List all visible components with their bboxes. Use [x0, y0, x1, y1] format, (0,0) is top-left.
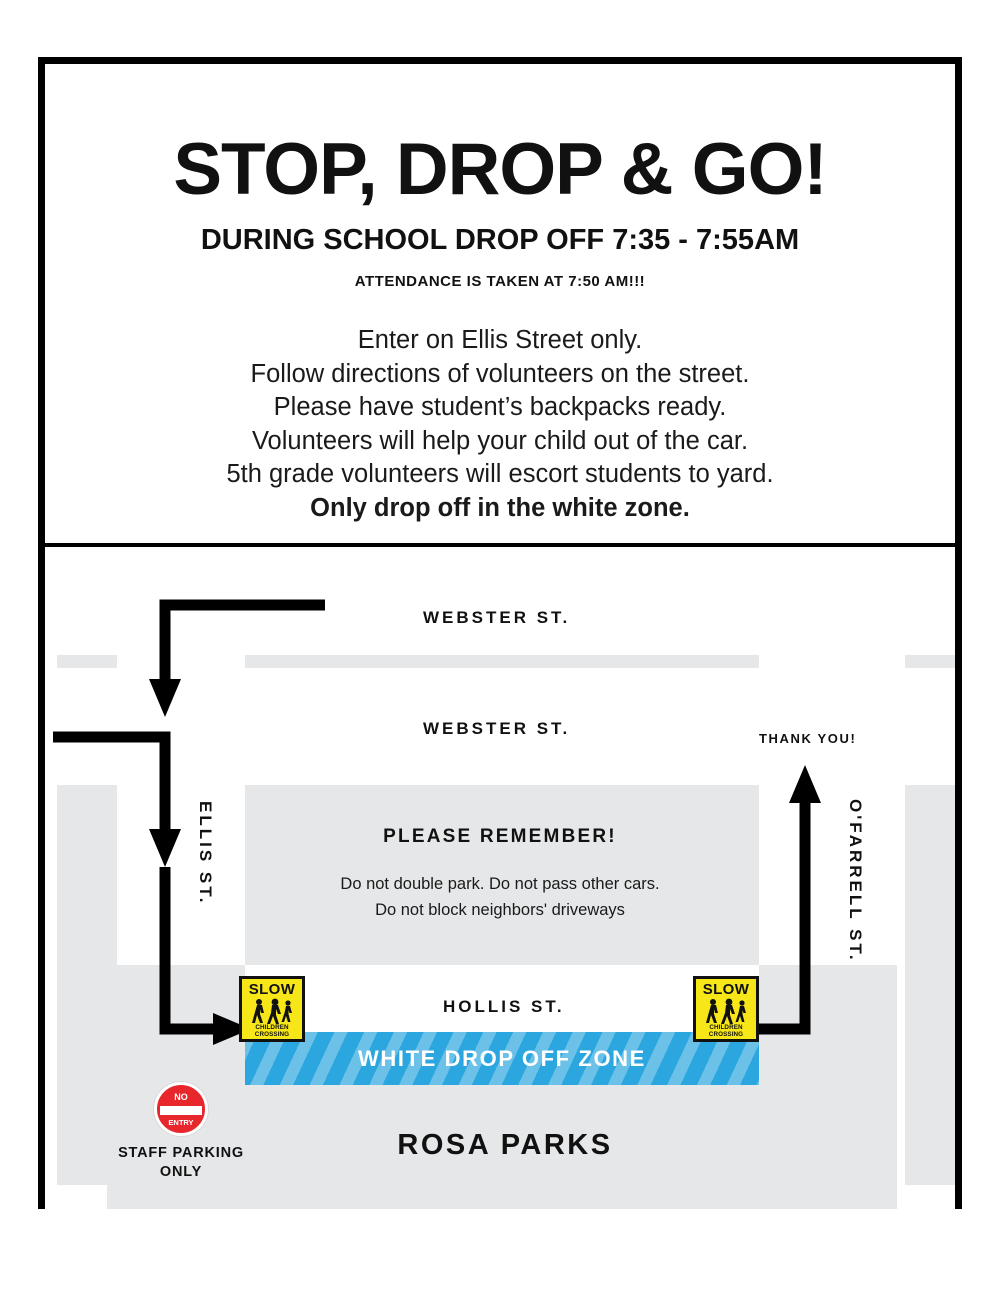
instruction-line-bold: Only drop off in the white zone.: [310, 493, 690, 522]
drop-zone-label: WHITE DROP OFF ZONE: [358, 1046, 646, 1071]
instruction-line: Follow directions of volunteers on the street.: [250, 359, 750, 388]
crossing-line-2: CROSSING: [254, 1031, 290, 1038]
crossing-line-2: CROSSING: [708, 1031, 744, 1038]
slow-children-crossing-sign-left: [239, 976, 305, 1042]
drop-off-map: [45, 551, 955, 1209]
no-entry-sign: [154, 1082, 208, 1136]
children-crossing-text: [242, 1024, 302, 1038]
school-name-label: ROSA PARKS: [397, 1129, 613, 1161]
no-entry-bar: [160, 1106, 202, 1115]
crossing-line-1: CHILDREN: [709, 1024, 743, 1031]
white-drop-off-zone: [245, 1032, 759, 1085]
slow-sign-text: SLOW: [248, 981, 296, 998]
street-label-ofarrell: O'FARRELL ST.: [846, 799, 865, 963]
instruction-line: 5th grade volunteers will escort students to yard.: [226, 460, 774, 488]
remember-body: [270, 871, 730, 923]
block-school-upper-left: [107, 965, 245, 1085]
staff-parking-label: STAFF PARKING ONLY: [118, 1145, 244, 1180]
poster-header: [45, 64, 955, 547]
block-top-right-strip: [905, 655, 955, 668]
block-school-upper-right: [759, 965, 897, 1085]
street-label-webster-top: WEBSTER ST.: [423, 608, 571, 627]
instruction-line: Please have student’s backpacks ready.: [273, 393, 727, 421]
page-title: STOP, DROP & GO!: [173, 129, 827, 210]
street-label-ellis: ELLIS ST.: [196, 801, 215, 906]
attendance-note: ATTENDANCE IS TAKEN AT 7:50 AM!!!: [354, 273, 646, 290]
poster-subtitle: DURING SCHOOL DROP OFF 7:35 - 7:55AM: [200, 224, 800, 256]
remember-line-1: Do not double park. Do not pass other cars.: [340, 875, 660, 893]
instruction-line: Enter on Ellis Street only.: [357, 326, 643, 354]
no-entry-bottom-text: ENTRY: [168, 1118, 194, 1127]
street-label-webster-bottom: WEBSTER ST.: [423, 719, 571, 738]
crossing-line-1: CHILDREN: [255, 1024, 289, 1031]
instruction-line: Volunteers will help your child out of the car.: [251, 426, 749, 455]
block-top-left-strip: [57, 655, 117, 668]
instruction-list: [45, 290, 955, 525]
remember-title: PLEASE REMEMBER!: [383, 826, 617, 847]
slow-children-crossing-sign-right: [693, 976, 759, 1042]
children-crossing-text: [696, 1024, 756, 1038]
block-right: [905, 785, 955, 1185]
remember-line-2: Do not block neighbors' driveways: [375, 901, 625, 919]
no-entry-top-text: NO: [174, 1092, 188, 1102]
block-top-center-strip: [245, 655, 759, 668]
slow-sign-text: SLOW: [702, 981, 750, 998]
thank-you-label: THANK YOU!: [759, 731, 857, 746]
street-label-hollis: HOLLIS ST.: [443, 997, 565, 1016]
